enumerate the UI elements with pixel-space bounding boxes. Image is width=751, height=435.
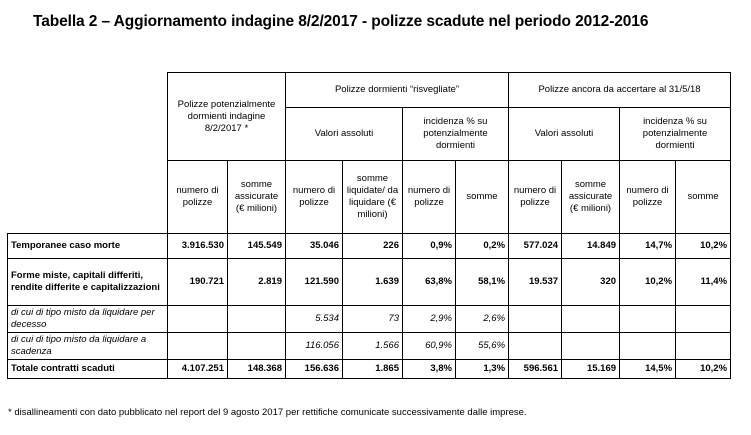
cell: 577.024	[509, 234, 562, 259]
row-label: di cui di tipo misto da liquidare a scadenza	[8, 333, 168, 360]
cell: 0,9%	[403, 234, 456, 259]
cell: 116.056	[286, 333, 343, 360]
col-somme-assicurate: somme assicurate (€ milioni)	[228, 161, 286, 234]
corner-cell	[8, 73, 168, 234]
header-incidenza-risvegliate: incidenza % su potenzialmente dormienti	[403, 108, 509, 161]
cell: 190.721	[168, 259, 228, 306]
cell: 19.537	[509, 259, 562, 306]
cell	[676, 306, 731, 333]
cell: 60,9%	[403, 333, 456, 360]
col-somme: somme	[456, 161, 509, 234]
cell: 14,7%	[620, 234, 676, 259]
header-da-accertare: Polizze ancora da accertare al 31/5/18	[509, 73, 731, 108]
cell: 0,2%	[456, 234, 509, 259]
col-numero-polizze: numero di polizze	[620, 161, 676, 234]
cell: 14.849	[562, 234, 620, 259]
table-row	[8, 259, 731, 306]
cell: 320	[562, 259, 620, 306]
header-valori-assoluti-risvegliate: Valori assoluti	[286, 108, 403, 161]
cell: 3,8%	[403, 360, 456, 379]
header-risvegliate: Polizze dormienti “risvegliate”	[286, 73, 509, 108]
cell	[509, 333, 562, 360]
cell: 1.865	[343, 360, 403, 379]
cell: 121.590	[286, 259, 343, 306]
cell: 14,5%	[620, 360, 676, 379]
cell	[168, 333, 228, 360]
cell: 10,2%	[620, 259, 676, 306]
header-potenzialmente-dormienti: Polizze potenzialmente dormienti indagine 8/2/2017 *	[168, 73, 286, 161]
cell: 1.566	[343, 333, 403, 360]
cell	[228, 333, 286, 360]
table-row	[8, 306, 731, 333]
row-label: Forme miste, capitali differiti, rendite differite e capitalizzazioni	[8, 259, 168, 306]
cell: 63,8%	[403, 259, 456, 306]
cell: 2.819	[228, 259, 286, 306]
table-row-total	[8, 360, 731, 379]
header-incidenza-accertare: incidenza % su potenzialmente dormienti	[620, 108, 731, 161]
col-somme: somme	[676, 161, 731, 234]
cell	[676, 333, 731, 360]
table-row	[8, 234, 731, 259]
cell: 55,6%	[456, 333, 509, 360]
cell: 226	[343, 234, 403, 259]
col-somme-liquidate: somme liquidate/ da liquidare (€ milioni)	[343, 161, 403, 234]
cell: 596.561	[509, 360, 562, 379]
cell: 11,4%	[676, 259, 731, 306]
data-table	[7, 72, 731, 379]
cell: 156.636	[286, 360, 343, 379]
cell: 2,9%	[403, 306, 456, 333]
cell: 1,3%	[456, 360, 509, 379]
table-title: Tabella 2 – Aggiornamento indagine 8/2/2017 - polizze scadute nel periodo 2012-2016	[33, 13, 649, 30]
col-numero-polizze: numero di polizze	[286, 161, 343, 234]
cell	[620, 306, 676, 333]
cell: 15.169	[562, 360, 620, 379]
cell: 4.107.251	[168, 360, 228, 379]
col-numero-polizze: numero di polizze	[168, 161, 228, 234]
row-label: Totale contratti scaduti	[8, 360, 168, 379]
cell	[509, 306, 562, 333]
cell: 73	[343, 306, 403, 333]
cell: 35.046	[286, 234, 343, 259]
col-numero-polizze: numero di polizze	[509, 161, 562, 234]
row-label: di cui di tipo misto da liquidare per decesso	[8, 306, 168, 333]
cell: 145.549	[228, 234, 286, 259]
footnote: * disallineamenti con dato pubblicato nel report del 9 agosto 2017 per rettifiche comunicate successivamente dalle imprese.	[8, 407, 527, 418]
cell: 3.916.530	[168, 234, 228, 259]
cell	[620, 333, 676, 360]
cell: 5.534	[286, 306, 343, 333]
cell: 10,2%	[676, 360, 731, 379]
header-valori-assoluti-accertare: Valori assoluti	[509, 108, 620, 161]
cell: 10,2%	[676, 234, 731, 259]
cell	[562, 333, 620, 360]
cell: 58,1%	[456, 259, 509, 306]
cell: 2,6%	[456, 306, 509, 333]
cell: 148.368	[228, 360, 286, 379]
table-row	[8, 333, 731, 360]
col-numero-polizze: numero di polizze	[403, 161, 456, 234]
cell	[562, 306, 620, 333]
col-somme-assicurate: somme assicurate (€ milioni)	[562, 161, 620, 234]
cell	[228, 306, 286, 333]
row-label: Temporanee caso morte	[8, 234, 168, 259]
cell: 1.639	[343, 259, 403, 306]
cell	[168, 306, 228, 333]
